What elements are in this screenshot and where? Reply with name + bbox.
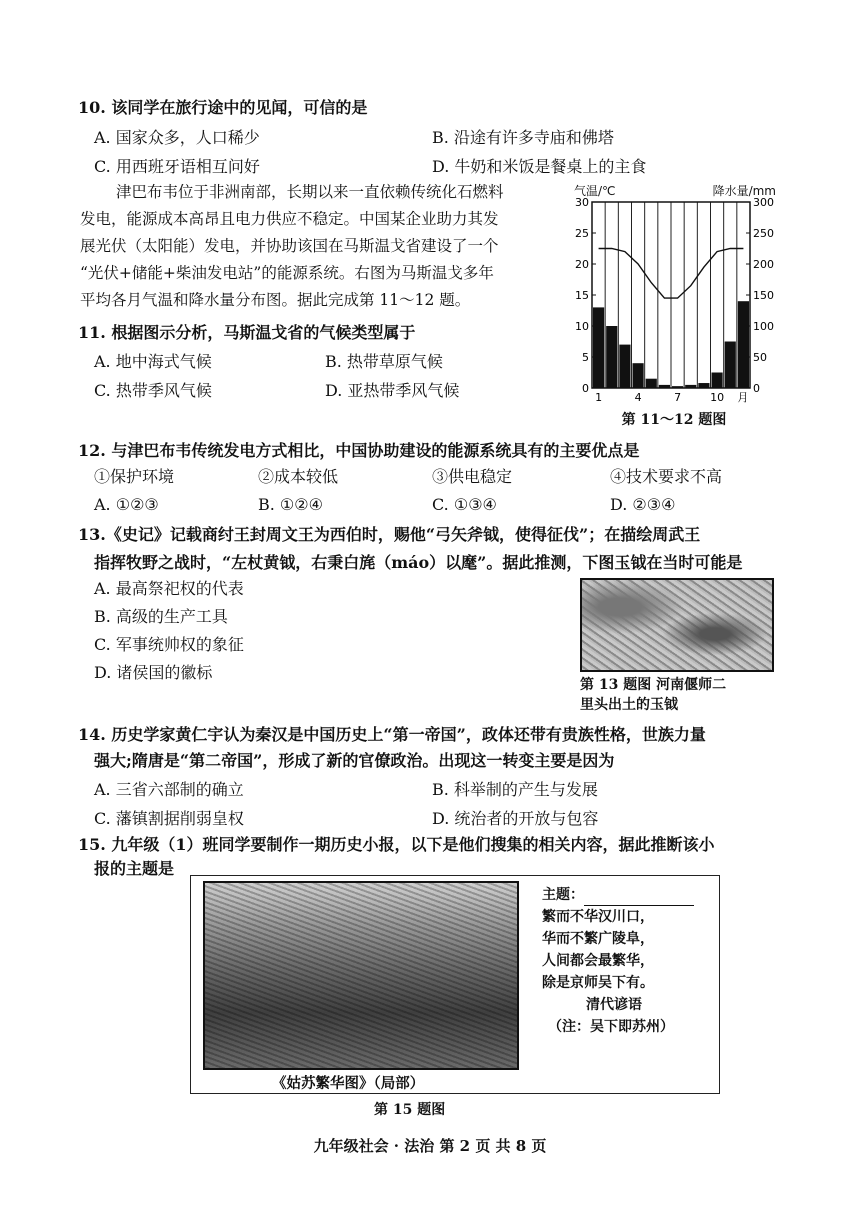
- passage-line-4: “光伏+储能+柴油发电站”的能源系统。右图为马斯温戈多年: [80, 264, 494, 282]
- climate-chart: [568, 180, 780, 430]
- poem-line-1: 繁而不华汉川口，: [542, 909, 654, 925]
- chart-tick-label-right: 200: [753, 258, 774, 271]
- q11-stem: 11. 根据图示分析，马斯温戈省的气候类型属于: [78, 323, 416, 342]
- q12-option-b: B. ①②④: [258, 495, 323, 514]
- q10-option-d: D. 牛奶和米饭是餐桌上的主食: [432, 157, 647, 176]
- chart-tick-label-right: 0: [753, 382, 760, 395]
- chart-tick-label-left: 15: [575, 289, 589, 302]
- passage-line-2: 发电，能源成本高昂且电力供应不稳定。中国某企业助力其发: [80, 210, 499, 228]
- q10-stem: 10. 该同学在旅行途中的见闻，可信的是: [78, 98, 368, 117]
- page-footer: 九年级社会 · 法治 第 2 页 共 8 页: [313, 1137, 547, 1155]
- q13-caption-2: 里头出土的玉钺: [580, 697, 678, 713]
- poem-line-3: 人间都会最繁华，: [542, 953, 654, 969]
- passage-line-1: 津巴布韦位于非洲南部，长期以来一直依赖传统化石燃料: [116, 183, 504, 201]
- precip-bar: [738, 301, 749, 388]
- q13-option-c: C. 军事统帅权的象征: [94, 635, 244, 654]
- chart-tick-label-right: 50: [753, 351, 767, 364]
- q14-option-b: B. 科举制的产生与发展: [432, 780, 598, 799]
- q12-option-d: D. ②③④: [610, 495, 676, 514]
- q13-stem-2: 指挥牧野之战时，“左杖黄钺，右秉白旄（máo）以麾”。据此推测，下图玉钺在当时可能是: [94, 553, 743, 572]
- q13-option-a: A. 最高祭祀权的代表: [94, 579, 244, 598]
- q10-option-a: A. 国家众多，人口稀少: [94, 128, 260, 147]
- q14-option-a: A. 三省六部制的确立: [94, 780, 244, 799]
- q12-item-1: ①保护环境: [94, 467, 175, 486]
- precip-bar: [619, 345, 630, 388]
- chart-tick-label-left: 30: [575, 196, 589, 209]
- chart-tick-label-right: 100: [753, 320, 774, 333]
- poem-source: 清代谚语: [586, 997, 642, 1013]
- painting-caption: 《姑苏繁华图》（局部）: [272, 1075, 425, 1092]
- chart-tick-label-right: 150: [753, 289, 774, 302]
- q11-option-a: A. 地中海式气候: [94, 352, 212, 371]
- poem-note: （注：吴下即苏州）: [548, 1019, 674, 1035]
- precip-bar: [633, 363, 644, 388]
- theme-blank: [584, 891, 694, 906]
- theme-line: [542, 884, 694, 906]
- q14-option-c: C. 藩镇割据削弱皇权: [94, 809, 244, 828]
- chart-plot: [575, 196, 774, 404]
- q15-figure-caption: 第 15 题图: [374, 1102, 446, 1118]
- chart-tick-label-left: 20: [575, 258, 589, 271]
- chart-tick-label-left: 25: [575, 227, 589, 240]
- q14-option-d: D. 统治者的开放与包容: [432, 809, 599, 828]
- chart-x-tick-label: 10: [710, 391, 725, 404]
- q12-item-3: ③供电稳定: [432, 467, 513, 486]
- poem-line-2: 华而不繁广陵阜，: [542, 931, 654, 947]
- gusu-painting-image: [203, 881, 519, 1070]
- chart-x-unit: 月: [737, 391, 749, 404]
- q10-option-b: B. 沿途有许多寺庙和佛塔: [432, 128, 614, 147]
- q11-option-c: C. 热带季风气候: [94, 381, 212, 400]
- q11-option-b: B. 热带草原气候: [325, 352, 443, 371]
- q14-stem-2: 强大;隋唐是“第二帝国”，形成了新的官僚政治。出现这一转变主要是因为: [94, 751, 615, 770]
- q10-option-c: C. 用西班牙语相互问好: [94, 157, 260, 176]
- q12-stem: 12. 与津巴布韦传统发电方式相比，中国协助建设的能源系统具有的主要优点是: [78, 441, 640, 460]
- q15-stem-2: 报的主题是: [94, 859, 175, 878]
- q13-option-d: D. 诸侯国的徽标: [94, 663, 213, 682]
- chart-x-tick-label: 7: [674, 391, 682, 404]
- passage-line-5: 平均各月气温和降水量分布图。据此完成第 11～12 题。: [80, 291, 471, 309]
- precip-bar: [593, 307, 604, 388]
- q12-item-4: ④技术要求不高: [610, 467, 723, 486]
- q12-option-c: C. ①③④: [432, 495, 497, 514]
- q13-caption-1: 第 13 题图 河南偃师二: [580, 677, 727, 693]
- poem-line-4: 除是京师吴下有。: [542, 975, 654, 991]
- chart-tick-label-right: 250: [753, 227, 774, 240]
- q14-stem-1: 14. 历史学家黄仁宇认为秦汉是中国历史上“第一帝国”，政体还带有贵族性格，世族力量: [78, 725, 706, 744]
- precip-bar: [646, 379, 657, 388]
- q13-option-b: B. 高级的生产工具: [94, 607, 228, 626]
- chart-caption: 第 11～12 题图: [621, 412, 727, 428]
- jade-yue-axe-photo: [580, 578, 774, 672]
- chart-tick-label-left: 5: [582, 351, 589, 364]
- chart-ylabel-right: 降水量/mm: [712, 184, 776, 198]
- chart-tick-label-left: 10: [575, 320, 589, 333]
- precip-bar: [712, 373, 723, 389]
- q12-option-a: A. ①②③: [94, 495, 159, 514]
- chart-tick-label-left: 0: [582, 382, 589, 395]
- passage-line-3: 展光伏（太阳能）发电，并协助该国在马斯温戈省建设了一个: [80, 237, 499, 255]
- q15-stem-1: 15. 九年级（1）班同学要制作一期历史小报，以下是他们搜集的相关内容，据此推断该小: [78, 835, 715, 854]
- precip-bar: [725, 342, 736, 389]
- chart-x-tick-label: 1: [595, 391, 603, 404]
- q11-option-d: D. 亚热带季风气候: [325, 381, 460, 400]
- precip-bar: [606, 326, 617, 388]
- q12-item-2: ②成本较低: [258, 467, 339, 486]
- chart-ylabel-left: 气温/℃: [574, 184, 616, 198]
- theme-label: 主题：: [542, 887, 584, 903]
- chart-tick-label-right: 300: [753, 196, 774, 209]
- chart-x-tick-label: 4: [634, 391, 642, 404]
- q13-stem-1: 13.《史记》记载商纣王封周文王为西伯时，赐他“弓矢斧钺，使得征伐”；在描绘周武王: [78, 525, 701, 544]
